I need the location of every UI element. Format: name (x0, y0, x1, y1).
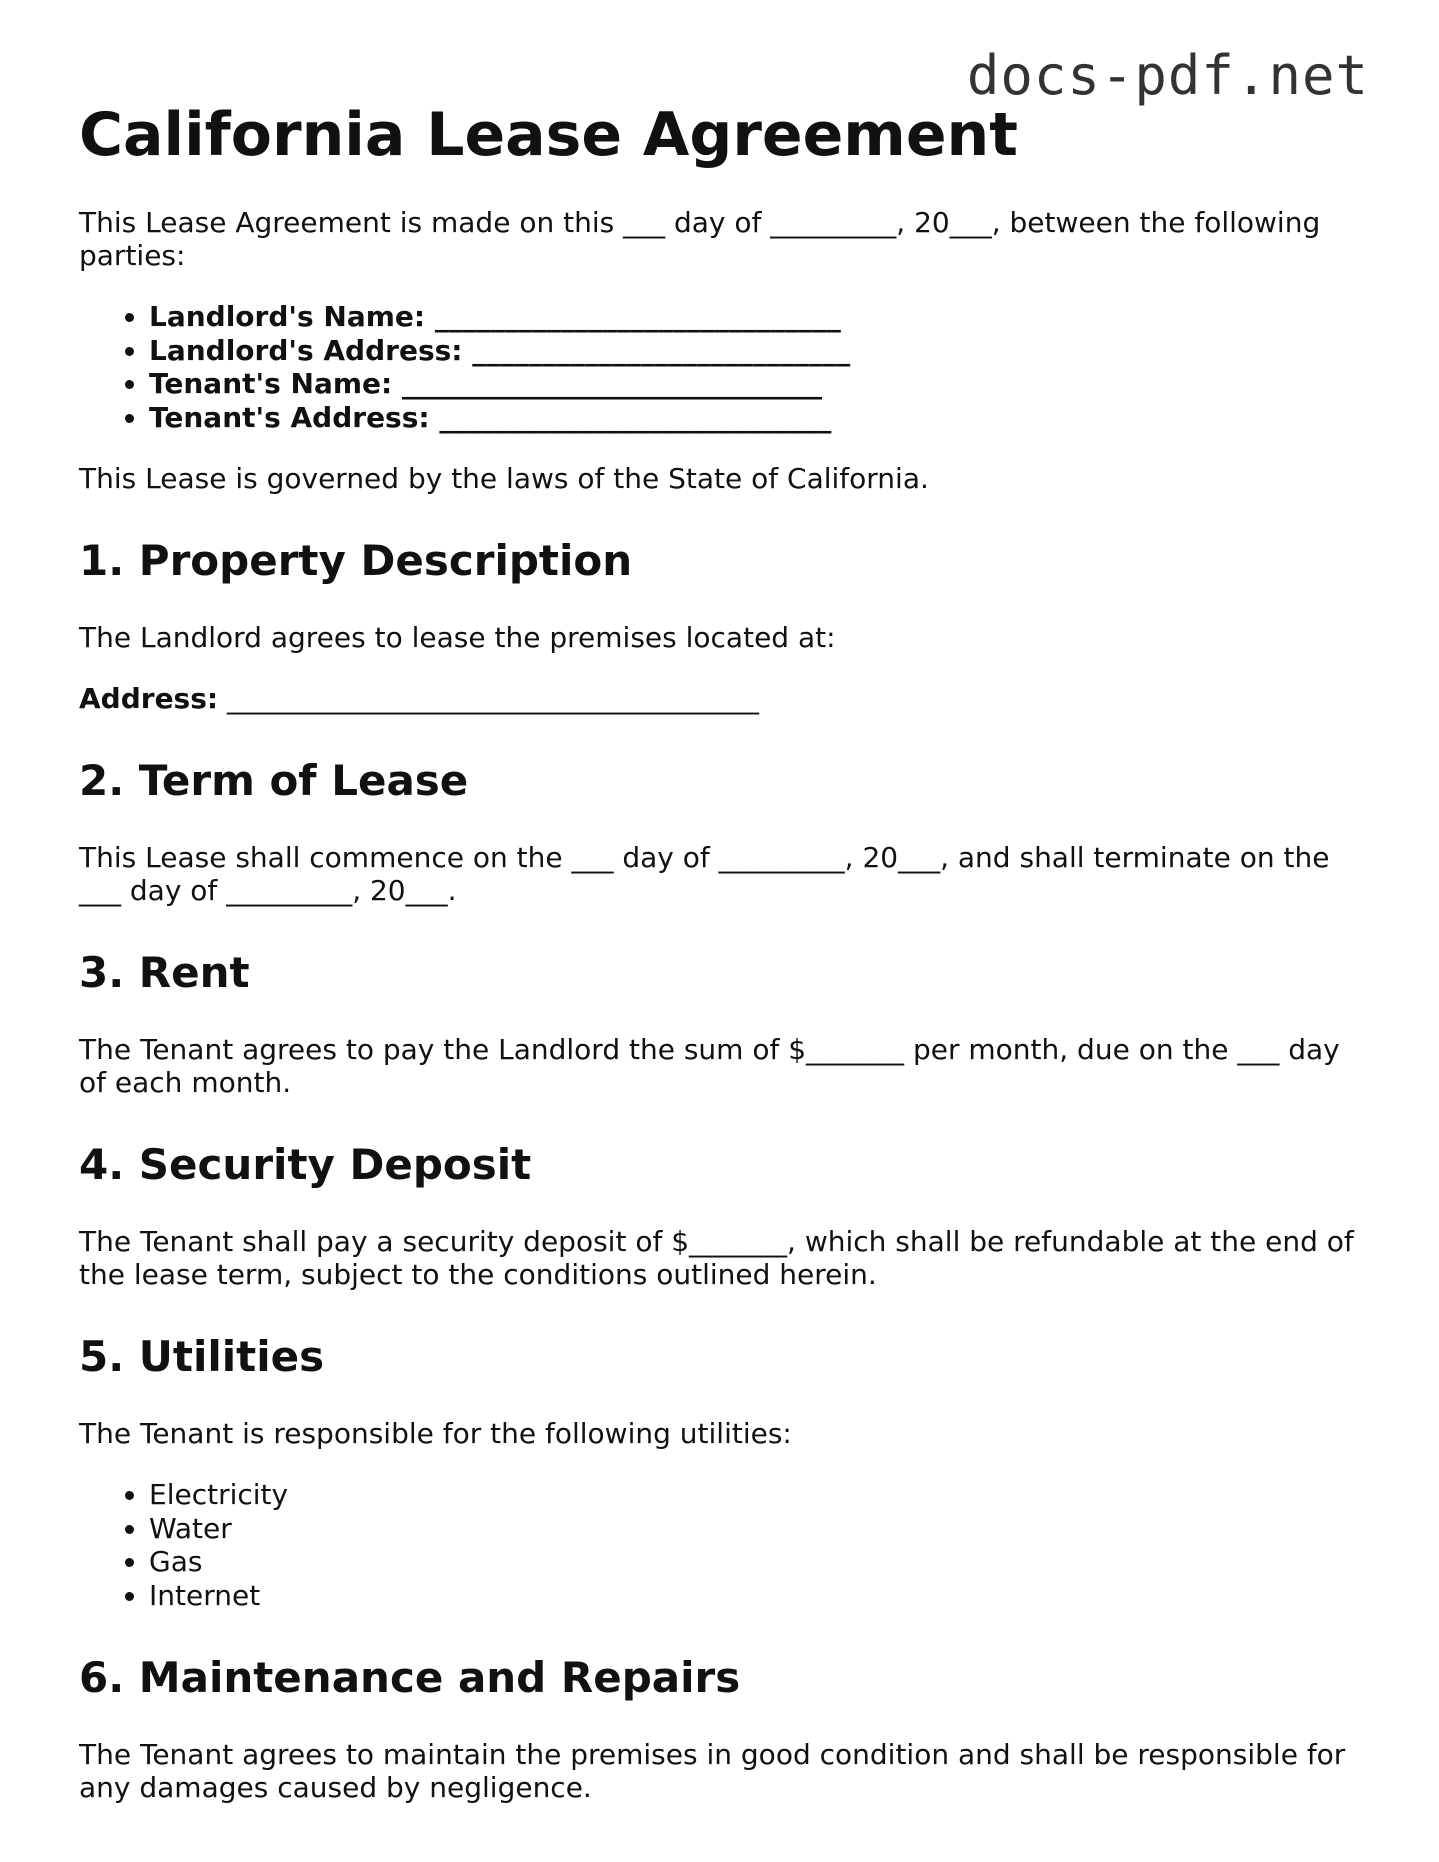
utilities-list (79, 1478, 1369, 1612)
utility-item: • Gas (149, 1545, 1369, 1579)
section-heading-term: 2. Term of Lease (79, 756, 469, 805)
section-heading-deposit: 4. Security Deposit (79, 1140, 532, 1189)
intro-paragraph: This Lease Agreement is made on this ___ day of _________, 20___, between the following parties: (79, 206, 1321, 272)
utility-item: • Water (149, 1512, 1369, 1546)
document-title: California Lease Agreement (79, 100, 1018, 170)
term-text: This Lease shall commence on the ___ day of _________, 20___, and shall terminate on the ___ day of _________, 20___. (79, 841, 1330, 907)
utility-item: • Internet (149, 1579, 1369, 1613)
party-tenant-address: • Tenant's Address: ____________________________ (149, 401, 1369, 435)
rent-text: The Tenant agrees to pay the Landlord the sum of $_______ per month, due on the ___ day of each month. (79, 1033, 1340, 1099)
utility-item: • Electricity (149, 1478, 1369, 1512)
section-heading-maintenance: 6. Maintenance and Repairs (79, 1653, 741, 1702)
deposit-text: The Tenant shall pay a security deposit of $_______, which shall be refundable at the end of the lease term, subject to the conditions outlined herein. (79, 1225, 1354, 1291)
utilities-text: The Tenant is responsible for the following utilities: (79, 1417, 792, 1450)
party-landlord-name: • Landlord's Name: _____________________________ (149, 300, 1369, 334)
governing-law: This Lease is governed by the laws of the State of California. (79, 462, 929, 495)
parties-list (79, 300, 1369, 434)
section-heading-rent: 3. Rent (79, 948, 250, 997)
watermark: docs-pdf.net (966, 44, 1369, 107)
address-label: Address: (79, 682, 219, 715)
section-heading-property: 1. Property Description (79, 536, 633, 585)
maintenance-text: The Tenant agrees to maintain the premises in good condition and shall be responsible for any damages caused by negligence. (79, 1738, 1346, 1804)
address-blank: ______________________________________ (227, 682, 759, 715)
property-address-line (79, 682, 1369, 715)
party-landlord-address: • Landlord's Address: ___________________________ (149, 334, 1369, 368)
section-heading-utilities: 5. Utilities (79, 1332, 325, 1381)
document-page (79, 98, 1369, 1804)
property-text: The Landlord agrees to lease the premises located at: (79, 621, 836, 654)
party-tenant-name: • Tenant's Name: ______________________________ (149, 367, 1369, 401)
